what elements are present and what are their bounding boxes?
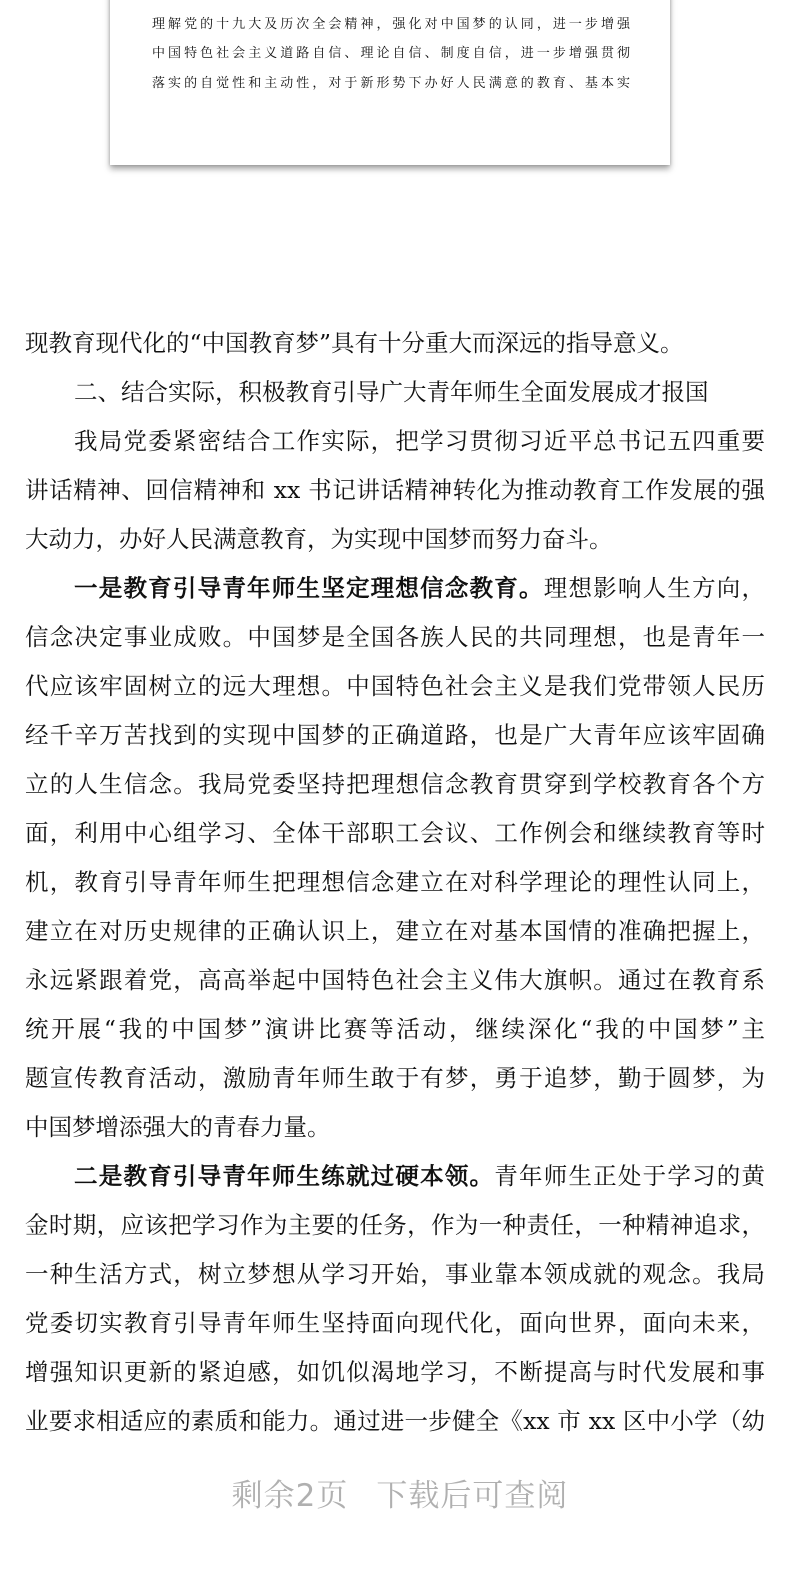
paragraph-line: 代应该牢固树立的远大理想。中国特色社会主义是我们党带领人民历 bbox=[25, 672, 765, 700]
paragraph-line bbox=[25, 564, 765, 613]
paragraph-line: 我局党委紧密结合工作实际，把学习贯彻习近平总书记五四重要 bbox=[74, 427, 765, 455]
bold-lead: 一是教育引导青年师生坚定理想信念教育。 bbox=[74, 574, 544, 602]
paragraph-line: 统开展“我的中国梦”演讲比赛等活动，继续深化“我的中国梦”主 bbox=[25, 1015, 765, 1043]
paragraph-line bbox=[25, 1152, 765, 1201]
paragraph-line: 面，利用中心组学习、全体干部职工会议、工作例会和继续教育等时 bbox=[25, 819, 765, 847]
paragraph-line: 大动力，办好人民满意教育，为实现中国梦而努力奋斗。 bbox=[25, 525, 613, 553]
paragraph-line: 一种生活方式，树立梦想从学习开始，事业靠本领成就的观念。我局 bbox=[25, 1260, 765, 1288]
paragraph-line: 题宣传教育活动，激励青年师生敢于有梦，勇于追梦，勤于圆梦，为 bbox=[25, 1064, 765, 1092]
paragraph-text: 理想影响人生方向， bbox=[543, 574, 766, 602]
paragraph-line: 永远紧跟着党，高高举起中国特色社会主义伟大旗帜。通过在教育系 bbox=[25, 966, 765, 994]
preview-line: 落实的自觉性和主动性，对于新形势下办好人民满意的教育、基本实 bbox=[152, 76, 630, 91]
download-prompt[interactable] bbox=[0, 1470, 800, 1515]
paragraph-line: 信念决定事业成败。中国梦是全国各族人民的共同理想，也是青年一 bbox=[25, 623, 765, 651]
paragraph-line: 机，教育引导青年师生把理想信念建立在对科学理论的理性认同上， bbox=[25, 868, 765, 896]
remaining-pages-label: 剩余2页 bbox=[231, 1478, 349, 1514]
paragraph-line: 党委切实教育引导青年师生坚持面向现代化，面向世界，面向未来， bbox=[25, 1309, 765, 1337]
paragraph-line: 经千辛万苦找到的实现中国梦的正确道路，也是广大青年应该牢固确 bbox=[25, 721, 765, 749]
preview-line: 理解党的十九大及历次全会精神，强化对中国梦的认同，进一步增强 bbox=[152, 17, 630, 32]
paragraph-line: 讲话精神、回信精神和 xx 书记讲话精神转化为推动教育工作发展的强 bbox=[25, 476, 765, 504]
paragraph-line: 现教育现代化的“中国教育梦”具有十分重大而深远的指导意义。 bbox=[25, 329, 684, 357]
paragraph-line: 业要求相适应的素质和能力。通过进一步健全《xx 市 xx 区中小学（幼 bbox=[25, 1407, 765, 1435]
preview-line: 中国特色社会主义道路自信、理论自信、制度自信，进一步增强贯彻 bbox=[152, 46, 630, 61]
bold-lead: 二是教育引导青年师生练就过硬本领。 bbox=[74, 1162, 495, 1190]
paragraph-line: 金时期，应该把学习作为主要的任务，作为一种责任，一种精神追求， bbox=[25, 1211, 765, 1239]
paragraph-line: 中国梦增添强大的青春力量。 bbox=[25, 1113, 331, 1141]
paragraph-line: 建立在对历史规律的正确认识上，建立在对基本国情的准确把握上， bbox=[25, 917, 765, 945]
document-body bbox=[25, 319, 765, 1446]
paragraph-line: 立的人生信念。我局党委坚持把理想信念教育贯穿到学校教育各个方 bbox=[25, 770, 765, 798]
download-hint[interactable]: 下载后可查阅 bbox=[376, 1478, 569, 1514]
paragraph-text: 青年师生正处于学习的黄 bbox=[494, 1162, 766, 1190]
paragraph-line: 增强知识更新的紧迫感，如饥似渴地学习，不断提高与时代发展和事 bbox=[25, 1358, 765, 1386]
section-heading: 二、结合实际，积极教育引导广大青年师生全面发展成才报国 bbox=[74, 378, 709, 406]
document-preview-card bbox=[110, 0, 670, 165]
